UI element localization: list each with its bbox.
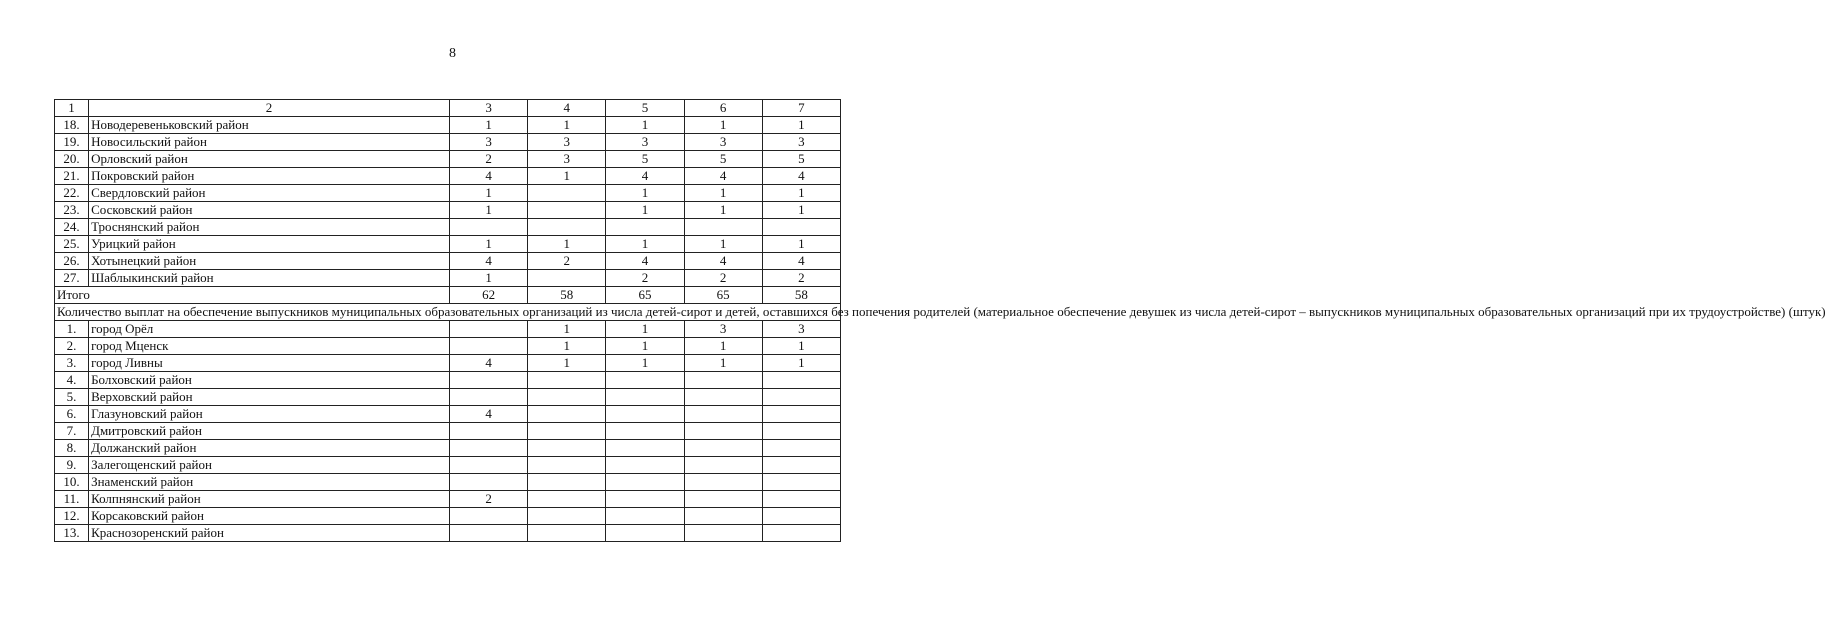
value-cell	[606, 440, 684, 457]
district-name: Новосильский район	[89, 134, 450, 151]
value-cell	[449, 389, 527, 406]
table-row	[55, 406, 841, 423]
value-cell: 1	[528, 321, 606, 338]
row-number: 1.	[55, 321, 89, 338]
row-number: 13.	[55, 525, 89, 542]
district-name: город Орёл	[89, 321, 450, 338]
table-row	[55, 457, 841, 474]
value-cell: 5	[606, 151, 684, 168]
value-cell: 1	[449, 117, 527, 134]
value-cell	[762, 389, 840, 406]
value-cell: 1	[762, 236, 840, 253]
value-cell: 1	[528, 338, 606, 355]
table-row	[55, 151, 841, 168]
value-cell: 5	[684, 151, 762, 168]
value-cell	[528, 525, 606, 542]
total-value: 58	[528, 287, 606, 304]
column-number-row	[55, 100, 841, 117]
total-value: 62	[449, 287, 527, 304]
row-number: 19.	[55, 134, 89, 151]
table-row	[55, 372, 841, 389]
table-row	[55, 491, 841, 508]
value-cell: 1	[449, 270, 527, 287]
row-number: 20.	[55, 151, 89, 168]
value-cell: 4	[762, 253, 840, 270]
value-cell: 1	[762, 185, 840, 202]
value-cell: 3	[449, 134, 527, 151]
value-cell: 4	[449, 253, 527, 270]
value-cell	[762, 525, 840, 542]
value-cell: 1	[449, 185, 527, 202]
page-number: 8	[449, 46, 456, 61]
value-cell: 1	[606, 321, 684, 338]
table-row	[55, 389, 841, 406]
district-name: Колпнянский район	[89, 491, 450, 508]
value-cell	[528, 185, 606, 202]
row-number: 2.	[55, 338, 89, 355]
total-label: Итого	[55, 287, 450, 304]
value-cell: 1	[606, 202, 684, 219]
table-row	[55, 474, 841, 491]
value-cell	[684, 508, 762, 525]
row-number: 18.	[55, 117, 89, 134]
value-cell: 4	[449, 355, 527, 372]
value-cell	[606, 219, 684, 236]
value-cell	[449, 525, 527, 542]
section-title-row	[55, 304, 841, 321]
value-cell: 1	[684, 185, 762, 202]
value-cell: 4	[684, 253, 762, 270]
value-cell	[684, 491, 762, 508]
district-name: Знаменский район	[89, 474, 450, 491]
value-cell	[762, 491, 840, 508]
value-cell	[762, 440, 840, 457]
row-number: 23.	[55, 202, 89, 219]
total-value: 58	[762, 287, 840, 304]
table-row	[55, 117, 841, 134]
value-cell	[762, 457, 840, 474]
value-cell	[684, 474, 762, 491]
value-cell	[684, 440, 762, 457]
value-cell: 4	[684, 168, 762, 185]
row-number: 11.	[55, 491, 89, 508]
value-cell	[606, 508, 684, 525]
district-name: Хотынецкий район	[89, 253, 450, 270]
district-name: Корсаковский район	[89, 508, 450, 525]
value-cell: 2	[449, 151, 527, 168]
value-cell	[528, 389, 606, 406]
district-name: Новодеревеньковский район	[89, 117, 450, 134]
value-cell	[528, 219, 606, 236]
column-number-1: 1	[55, 100, 89, 117]
value-cell	[684, 372, 762, 389]
value-cell	[449, 321, 527, 338]
value-cell	[528, 440, 606, 457]
district-name: Шаблыкинский район	[89, 270, 450, 287]
row-number: 25.	[55, 236, 89, 253]
table-row	[55, 355, 841, 372]
total-value: 65	[606, 287, 684, 304]
value-cell	[606, 423, 684, 440]
value-cell	[449, 474, 527, 491]
value-cell	[684, 219, 762, 236]
value-cell: 1	[762, 202, 840, 219]
value-cell	[449, 457, 527, 474]
value-cell	[449, 440, 527, 457]
row-number: 21.	[55, 168, 89, 185]
value-cell	[762, 219, 840, 236]
value-cell	[528, 406, 606, 423]
value-cell	[528, 270, 606, 287]
value-cell: 1	[528, 168, 606, 185]
row-number: 5.	[55, 389, 89, 406]
value-cell	[606, 389, 684, 406]
value-cell: 1	[606, 355, 684, 372]
district-name: Залегощенский район	[89, 457, 450, 474]
value-cell	[606, 406, 684, 423]
value-cell: 2	[762, 270, 840, 287]
district-name: Глазуновский район	[89, 406, 450, 423]
table-row	[55, 236, 841, 253]
value-cell: 3	[606, 134, 684, 151]
value-cell: 4	[606, 253, 684, 270]
value-cell	[606, 525, 684, 542]
table-row	[55, 338, 841, 355]
row-number: 12.	[55, 508, 89, 525]
value-cell: 1	[684, 202, 762, 219]
value-cell: 1	[449, 236, 527, 253]
value-cell: 3	[528, 151, 606, 168]
row-number: 26.	[55, 253, 89, 270]
row-number: 10.	[55, 474, 89, 491]
value-cell: 4	[606, 168, 684, 185]
total-row	[55, 287, 841, 304]
value-cell	[528, 508, 606, 525]
value-cell	[528, 457, 606, 474]
row-number: 24.	[55, 219, 89, 236]
column-number-3: 3	[449, 100, 527, 117]
column-number-2: 2	[89, 100, 450, 117]
value-cell: 1	[684, 117, 762, 134]
value-cell: 1	[762, 355, 840, 372]
value-cell: 1	[684, 236, 762, 253]
value-cell: 2	[528, 253, 606, 270]
district-name: Свердловский район	[89, 185, 450, 202]
table-row	[55, 202, 841, 219]
value-cell: 1	[606, 117, 684, 134]
value-cell	[528, 491, 606, 508]
row-number: 9.	[55, 457, 89, 474]
value-cell: 1	[606, 338, 684, 355]
value-cell	[762, 372, 840, 389]
value-cell: 4	[449, 406, 527, 423]
value-cell: 3	[762, 321, 840, 338]
district-name: Урицкий район	[89, 236, 450, 253]
value-cell	[762, 474, 840, 491]
value-cell: 1	[762, 338, 840, 355]
district-name: Краснозоренский район	[89, 525, 450, 542]
table-row	[55, 508, 841, 525]
value-cell	[762, 423, 840, 440]
district-name: Троснянский район	[89, 219, 450, 236]
value-cell: 4	[762, 168, 840, 185]
value-cell	[762, 406, 840, 423]
report-table-body	[55, 100, 1826, 542]
row-number: 4.	[55, 372, 89, 389]
value-cell: 1	[606, 236, 684, 253]
table-row	[55, 253, 841, 270]
district-name: Верховский район	[89, 389, 450, 406]
value-cell: 1	[449, 202, 527, 219]
value-cell: 1	[528, 117, 606, 134]
table-row	[55, 270, 841, 287]
value-cell	[449, 372, 527, 389]
value-cell	[449, 423, 527, 440]
district-name: Должанский район	[89, 440, 450, 457]
value-cell: 1	[606, 185, 684, 202]
value-cell: 2	[449, 491, 527, 508]
report-table	[54, 99, 1826, 542]
row-number: 6.	[55, 406, 89, 423]
table-row	[55, 423, 841, 440]
value-cell	[762, 508, 840, 525]
value-cell	[528, 202, 606, 219]
value-cell: 3	[684, 321, 762, 338]
value-cell: 3	[528, 134, 606, 151]
value-cell: 2	[684, 270, 762, 287]
value-cell: 3	[684, 134, 762, 151]
value-cell	[684, 423, 762, 440]
value-cell	[449, 338, 527, 355]
value-cell	[606, 491, 684, 508]
table-row	[55, 440, 841, 457]
value-cell	[528, 423, 606, 440]
value-cell: 2	[606, 270, 684, 287]
value-cell: 1	[528, 236, 606, 253]
table-row	[55, 185, 841, 202]
table-row	[55, 219, 841, 236]
value-cell	[606, 372, 684, 389]
value-cell	[449, 219, 527, 236]
table-row	[55, 321, 841, 338]
value-cell	[684, 457, 762, 474]
row-number: 7.	[55, 423, 89, 440]
value-cell	[528, 372, 606, 389]
value-cell	[606, 457, 684, 474]
row-number: 27.	[55, 270, 89, 287]
value-cell: 5	[762, 151, 840, 168]
row-number: 3.	[55, 355, 89, 372]
column-number-4: 4	[528, 100, 606, 117]
district-name: город Мценск	[89, 338, 450, 355]
value-cell: 1	[684, 338, 762, 355]
district-name: Дмитровский район	[89, 423, 450, 440]
value-cell	[684, 406, 762, 423]
row-number: 8.	[55, 440, 89, 457]
value-cell	[449, 508, 527, 525]
value-cell: 3	[762, 134, 840, 151]
value-cell: 4	[449, 168, 527, 185]
section-title: Количество выплат на обеспечение выпускников муниципальных образовательных организаций из числа детей-сирот и детей, оставшихся без попечения родителей (материальное обеспечение девушек из числа детей-сирот – выпускников муниципальных образовательных организаций при их трудоустройстве) (штук)	[55, 304, 841, 321]
value-cell	[684, 389, 762, 406]
district-name: Сосковский район	[89, 202, 450, 219]
value-cell: 1	[528, 355, 606, 372]
district-name: город Ливны	[89, 355, 450, 372]
value-cell	[606, 474, 684, 491]
district-name: Болховский район	[89, 372, 450, 389]
value-cell: 1	[762, 117, 840, 134]
column-number-7: 7	[762, 100, 840, 117]
value-cell	[684, 525, 762, 542]
table-row	[55, 134, 841, 151]
column-number-6: 6	[684, 100, 762, 117]
row-number: 22.	[55, 185, 89, 202]
column-number-5: 5	[606, 100, 684, 117]
district-name: Орловский район	[89, 151, 450, 168]
value-cell	[528, 474, 606, 491]
table-row	[55, 168, 841, 185]
district-name: Покровский район	[89, 168, 450, 185]
table-row	[55, 525, 841, 542]
value-cell: 1	[684, 355, 762, 372]
total-value: 65	[684, 287, 762, 304]
